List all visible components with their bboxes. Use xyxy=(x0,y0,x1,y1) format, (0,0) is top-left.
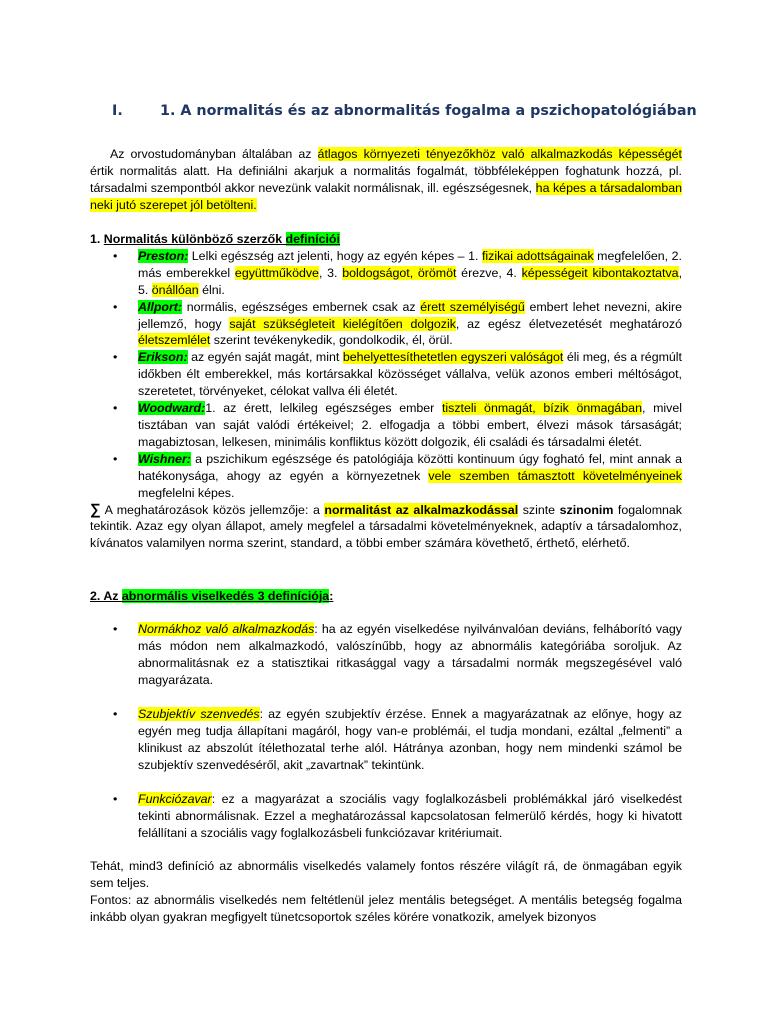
sigma-symbol: ∑ xyxy=(90,500,101,518)
highlight-text: fizikai adottságainak xyxy=(481,248,594,263)
bullet-icon: • xyxy=(113,401,118,416)
body-text: az egyén saját magát, mint xyxy=(187,350,343,365)
body-text: élni. xyxy=(198,282,225,297)
body-text: , az egész életvezetését meghatározó xyxy=(455,316,682,331)
section1-heading: Normalitás különböző szerzők xyxy=(103,232,286,246)
definition-text: : az egyén szubjektív érzése. Ennek a magyarázatnak az előnye, hogy az egyén meg tudja állapítani magáról, hogy van-e problémái, el tudja mondani, ezáltal „felmenti” a klinikust az abszolút ítélethozatal terhe alól. Hátránya azonban, hogy nem mindenki számol be szubjektív szenvedéséről, akit „zavartnak” tekintünk. xyxy=(138,707,682,772)
body-text: éli meg, és a régmúlt időkben élt emberekkel, más kortársakkal közösséget vállalva, velük azonos emberi méltóságot, szeretetet, törvényeket, célokat vallva éli életét. xyxy=(138,350,682,399)
summary-text-1: A meghatározások közös jellemzője: a xyxy=(100,502,325,517)
body-text: szerint tevékenykedik, gondolkodik, él, örül. xyxy=(210,333,453,348)
body-text: a pszichikum egészsége és patológiája közötti kontinuum úgy fogható fel, mint annak a hatékonysága, ahogy az egyén a környezetnek xyxy=(138,451,682,483)
section2-title xyxy=(90,588,682,605)
author-name: Preston: xyxy=(138,248,189,263)
highlight-text: saját szükségleteit kielégítően dolgozik xyxy=(229,316,456,331)
author-item xyxy=(90,451,682,502)
highlight-text: képességeit kibontakoztatva xyxy=(521,265,679,280)
list-item xyxy=(90,706,682,774)
conclusion-paragraph-2: Fontos: az abnormális viselkedés nem feltétlenül jelez mentális betegséget. A mentális betegség fogalma inkább olyan gyakran megfigyelt tünetcsoportok széles körére vonatkozik, amelyek bizonyos xyxy=(90,892,682,924)
body-text: megfelelni képes. xyxy=(138,485,235,500)
body-text: , 3. xyxy=(318,265,343,280)
author-item xyxy=(90,299,682,350)
section2-heading-colon: : xyxy=(329,589,334,603)
abnormal-def-1 xyxy=(90,621,682,689)
bullet-icon: • xyxy=(113,707,118,721)
body-text: Lelki egészség azt jelenti, hogy az egyén képes – 1. xyxy=(188,248,482,263)
summary-text-2: szinte xyxy=(518,502,560,517)
section1-number: 1. xyxy=(90,232,104,246)
definition-term: Funkciózavar xyxy=(138,792,212,806)
author-item xyxy=(90,349,682,400)
highlight-text: behelyettesíthetetlen egyszeri valóságot xyxy=(342,350,564,365)
author-item xyxy=(90,248,682,299)
intro-text-2: értik normalitás alatt. Ha definiálni akarjuk a normalitás fogalmát, többféleképpen foghatunk hozzá, pl. társadalmi szempontból akkor nevezünk valakit normálisnak, ill. egészségesnek, xyxy=(90,163,682,195)
list-item xyxy=(90,621,682,689)
bullet-icon: • xyxy=(113,451,118,466)
section2-heading: 2. Az xyxy=(90,589,122,603)
highlight-text: vele szemben támasztott követelményeinek xyxy=(428,468,683,483)
heading-number: I. xyxy=(112,103,123,119)
body-text: 1. az érett, lelkileg egészséges ember xyxy=(205,401,442,416)
body-text: , mivel tisztában van saját valódi értékeivel; 2. elfogadja a többi embert, élvezi mások társaságát; magabiztosan, lelkesen, minimális konfliktus között dolgozik, éli családi és társadalmi életét. xyxy=(138,401,682,449)
bullet-icon: • xyxy=(113,622,118,636)
body-text: érezve, 4. xyxy=(456,265,522,280)
author-name: Wishner: xyxy=(138,451,191,466)
body-text: normális, egészséges embernek csak az xyxy=(182,299,421,314)
highlight-text: együttműködve xyxy=(234,265,319,280)
heading-text: 1. A normalitás és az abnormalitás fogalma a pszichopatológiában xyxy=(160,103,697,119)
author-definition-list xyxy=(90,248,682,502)
definition-term: Szubjektív szenvedés xyxy=(138,707,260,721)
bullet-icon: • xyxy=(113,248,118,263)
bullet-icon: • xyxy=(113,299,118,314)
section1 xyxy=(90,231,682,552)
highlight-text: tiszteli önmagát, bízik önmagában xyxy=(441,401,642,416)
list-item xyxy=(90,791,682,842)
summary-highlight: normalitást az alkalmazkodással xyxy=(324,502,519,517)
definition-term: Normákhoz való alkalmazkodás xyxy=(138,622,315,636)
definition-text: : ez a magyarázat a szociális vagy foglalkozásbeli problémákkal járó viselkedést tekinti abnormálisnak. Ezzel a meghatározással kapcsolatosan felmerülő kérdés, hogy ki hivatott felállítani a szociális vagy foglalkozásbeli funkciózavar kritériumait. xyxy=(138,792,682,840)
conclusion-paragraph-1: Tehát, mind3 definíció az abnormális viselkedés valamely fontos részére világít rá, de önmagában egyik sem teljes. xyxy=(90,859,682,890)
page-title xyxy=(112,103,697,120)
intro-highlight-1: átlagos környezeti tényezőkhöz való alkalmazkodás képességét xyxy=(317,147,682,161)
bullet-icon: • xyxy=(113,350,118,365)
bullet-icon: • xyxy=(113,792,118,806)
author-item xyxy=(90,400,682,451)
intro-highlight-2: ha képes a társadalomban neki jutó szerepet jól betölteni. xyxy=(90,180,682,212)
highlight-text: önállóan xyxy=(151,282,199,297)
abnormal-def-3 xyxy=(90,791,682,842)
conclusion xyxy=(90,858,682,926)
author-name: Erikson: xyxy=(138,350,188,365)
highlight-text: érett személyiségű xyxy=(420,299,525,314)
summary-text-3: fogalomnak tekintik. Azaz egy olyan állapot, amely megfelel a társadalmi követelményeknek, adaptív a társadalomhoz, kívánatos valamilyen norma szerint, standard, a többi ember számára követhető, érthető, elérhető. xyxy=(90,502,682,551)
intro-text-1: Az orvostudományban általában az xyxy=(110,147,318,161)
section2-heading-highlight: abnormális viselkedés 3 definíciója xyxy=(121,589,330,603)
abnormal-def-2 xyxy=(90,706,682,774)
author-name: Allport: xyxy=(138,299,183,314)
summary-paragraph xyxy=(90,502,682,553)
section2 xyxy=(90,588,682,605)
body-text: , 5. xyxy=(138,265,683,297)
section1-heading-highlight: definíciói xyxy=(285,232,340,246)
summary-bold: szinonim xyxy=(559,502,614,517)
intro-paragraph xyxy=(90,146,682,214)
body-text: megfelelően, 2. más emberekkel xyxy=(138,248,682,280)
definition-text: : ha az egyén viselkedése nyilvánvalóan deviáns, felháborító vagy más módon nem alkalmazkodó, valószínűbb, hogy az abnormális kategóriába soroljuk. Az abnormalitásnak ez a statisztikai ritkasággal vagy a társadalmi normák megszegésével való magyarázata. xyxy=(138,622,683,687)
section1-title xyxy=(90,231,682,248)
highlight-text: életszemlélet xyxy=(138,333,211,348)
highlight-text: boldogságot, örömöt xyxy=(342,265,457,280)
author-name: Woodward: xyxy=(138,401,206,416)
body-text: embert lehet nevezni, akire jellemző, hogy xyxy=(138,299,682,331)
